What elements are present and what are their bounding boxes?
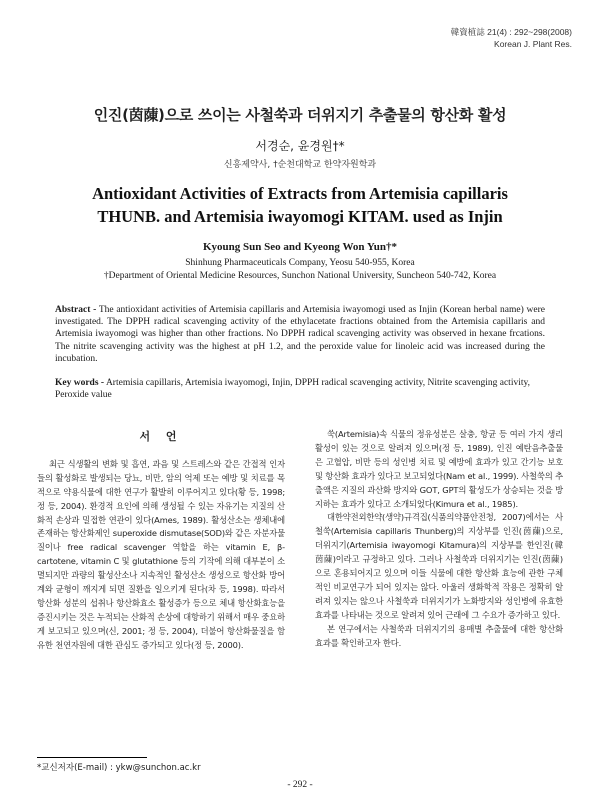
section-title: 서 언 [139, 430, 183, 443]
title-english-line-2: THUNB. and Artemisia iwayomogi KITAM. used as Injin [97, 207, 503, 226]
right-paragraph-2: 대한약전외한약(생약)규격집(식품의약품안전청, 2007)에서는 사철쑥(Artemisia capillaris Thunberg)의 지상부를 인진(茵蔯)으로, 더위지기(Artemisia iwayomogi Kitamura)의 지상부를 한인진(韓茵蔯)이라고 규정하고 있다. 그러나 사철쑥과 더위지기는 인진(茵蔯)으로 혼용되어지고 있으며 이들 식물에 대한 항산화 효능에 관한 구체적인 비교연구가 되어 있지는 않다. 아울러 생화학적 작용은 정확히 알려져 있지는 않으나 사철쑥과 더위지기가 노화방지와 성인병에 유효한 효과를 나타내는 것으로 알려져 있어 근래에 그 수요가 증가하고 있다. [315, 512, 563, 620]
right-column [315, 428, 563, 651]
title-korean: 인진(茵蔯)으로 쓰이는 사철쑥과 더위지기 추출물의 항산화 활성 [93, 106, 507, 124]
right-paragraph-1: 쑥(Artemisia)속 식물의 정유성분은 살충, 항균 등 여러 가지 생리활성이 있는 것으로 알려져 있으며(정 등, 1989), 인진 예탄음추출물은 고혈압, 비만 등의 성인병 치료 및 예방에 효과가 있고 간기능 보호 및 항산화 효과가 있다고 보고되었다(Nam et al., 1999). 사철쑥의 추출액은 지질의 과산화 방지와 GOT, GPT의 활성도가 상승되는 것을 방지하는 효과가 있다고 소개되었다(Kimura et al., 1985). [315, 429, 563, 509]
affiliation-english-2: †Department of Oriental Medicine Resources, Sunchon National University, Suncheon 540-742, Korea [103, 271, 497, 281]
abstract-label: Abstract - [55, 305, 97, 315]
abstract [55, 304, 545, 365]
left-paragraph: 최근 식생활의 변화 및 흡연, 과음 및 스트레스와 같은 간접적 인자들의 활성화로 발생되는 당뇨, 비만, 암의 억제 또는 예방 및 치료를 목적으로 약용식물에 대한 연구가 활발히 이루어지고 있다(황 등, 1998; 정 등, 2004). 환경적 요인에 의해 생성될 수 있는 자유기는 지질의 산화적 손상과 밀접한 연관이 있다(Ames, 1989). 활성산소는 생체내에 존재하는 항산화제인 superoxide dismutase(SOD)와 같은 자분자물질이나 free radical scavenger 역할을 하는 vitamin E, β-cartotene, vitamin C 및 glutathione 등의 기작에 의해 대부분이 소멸되지만 과량의 활성산소나 지속적인 활성산소 생성으로 항산화 방어계와 균형이 깨지게 되면 질환을 일으키게 된다(차 등, 1998). 따라서 항산화 성분의 섭취나 항산화효소 활성증가 등으로 체내 항산화효능을 증진시키는 것은 누적되는 산화적 손상에 대항하기 위해서 매우 중요하게 보고되고 있으며(신, 2001; 정 등, 2004), 더불어 항산화물질을 함유한 천연자원에 대한 관심도 증가되고 있다(정 등, 2000). [37, 458, 285, 650]
journal-citation [451, 26, 572, 50]
footnote-divider [37, 757, 147, 758]
affiliation-english [0, 257, 600, 283]
affiliation-english-1: Shinhung Pharmaceuticals Company, Yeosu 540-955, Korea [185, 258, 415, 268]
keywords-text: Artemisia capillaris, Artemisia iwayomogi, Injin, DPPH radical scavenging activity, Nitrite scavenging activity, Peroxide value [55, 378, 530, 401]
journal-line-2: Korean J. Plant Res. [494, 39, 572, 49]
affiliation-korean: 신흥제약사, †순천대학교 한약자원학과 [223, 160, 377, 170]
title-english-line-1: Antioxidant Activities of Extracts from Artemisia capillaris [92, 184, 508, 203]
keywords [55, 377, 545, 401]
page-number: - 292 - [287, 780, 313, 790]
abstract-text: The antioxidant activities of Artemisia capillaris and Artemisia iwayomogi used as Injin (Korean herbal name) were investigated. The DPPH radical scavenging activity of the ethylacetate fractions obtained from the Artemisia capillaris and Artemisia iwayomogi was higher than other fractions. No DPPH radical scavenging activity was observed in hexane frcations. The nitrite scavenging activity was the highest at pH 1.2, and the peroxide value for linoleic acid was increased during the incubation. [55, 305, 545, 364]
footnote: *교신저자(E-mail) : ykw@sunchon.ac.kr [37, 763, 201, 773]
journal-line-1: 韓資植誌 21(4) : 292~298(2008) [450, 27, 572, 37]
authors-korean: 서경순, 윤경원†* [255, 139, 345, 153]
title-english [0, 182, 600, 228]
left-column [37, 430, 285, 653]
right-paragraph-3: 본 연구에서는 사철쑥과 더위지기의 용매별 추출물에 대한 항산화효과를 확인하고자 한다. [315, 623, 563, 648]
authors-english: Kyoung Sun Seo and Kyeong Won Yun†* [202, 241, 397, 253]
keywords-label: Key words - [55, 378, 105, 388]
